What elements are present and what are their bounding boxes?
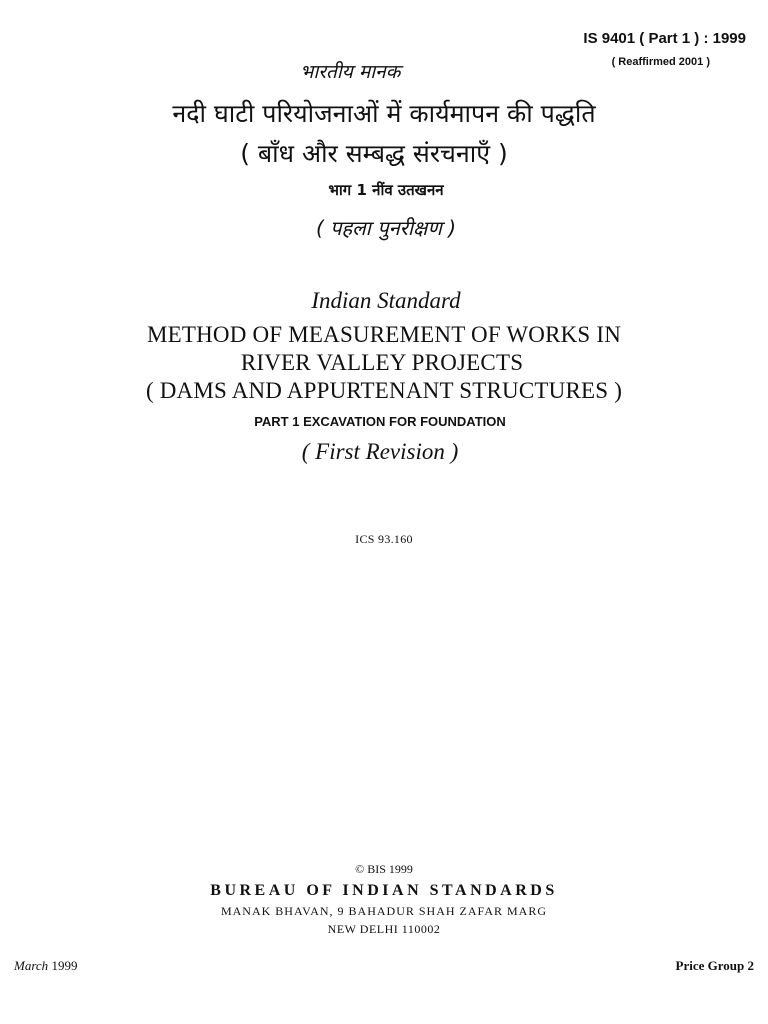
reaffirmed-note: ( Reaffirmed 2001 ) bbox=[611, 56, 710, 68]
standard-number: IS 9401 ( Part 1 ) : 1999 bbox=[583, 30, 746, 47]
hindi-revision: ( पहला पुनरीक्षण ) bbox=[315, 216, 457, 240]
hindi-standard-label: भारतीय मानक bbox=[300, 61, 401, 83]
publisher-address-line-1: MANAK BHAVAN, 9 BAHADUR SHAH ZAFAR MARG bbox=[220, 904, 548, 918]
publisher-address-line-2: NEW DELHI 110002 bbox=[327, 922, 441, 936]
ics-code: ICS 93.160 bbox=[355, 532, 413, 546]
price-group: Price Group 2 bbox=[675, 958, 754, 973]
publisher-name: BUREAU OF INDIAN STANDARDS bbox=[210, 882, 558, 899]
english-revision: ( First Revision ) bbox=[301, 439, 459, 464]
english-part-title: PART 1 EXCAVATION FOR FOUNDATION bbox=[254, 414, 506, 429]
english-title-line-1: METHOD OF MEASUREMENT OF WORKS IN bbox=[146, 322, 622, 347]
publication-month: March bbox=[14, 958, 49, 973]
english-standard-label: Indian Standard bbox=[311, 288, 461, 313]
publication-date bbox=[14, 958, 77, 974]
hindi-title-line-2: ( बाँध और सम्बद्ध संरचनाएँ ) bbox=[240, 139, 508, 168]
hindi-title-line-1: नदी घाटी परियोजनाओं में कार्यमापन की पद्धति bbox=[172, 99, 596, 128]
english-title-line-3: ( DAMS AND APPURTENANT STRUCTURES ) bbox=[145, 378, 623, 403]
copyright-notice: © BIS 1999 bbox=[355, 862, 413, 876]
english-title-line-2: RIVER VALLEY PROJECTS bbox=[240, 350, 524, 375]
publication-year: 1999 bbox=[51, 958, 78, 973]
hindi-part-title: भाग 1 नींव उतखनन bbox=[328, 181, 444, 199]
